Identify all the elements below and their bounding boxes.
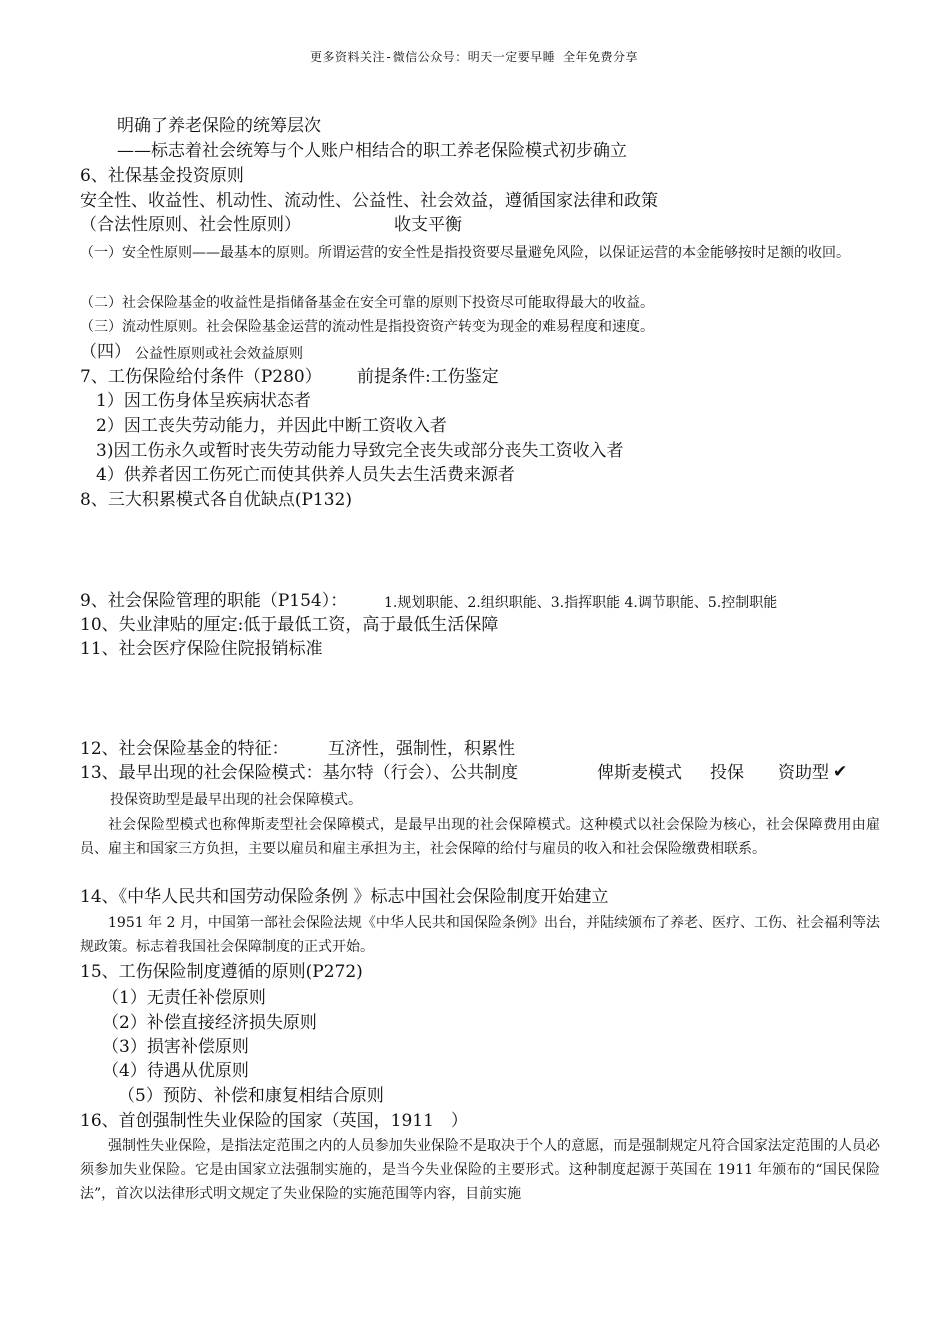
check-mark-icon: ✔ — [833, 762, 848, 782]
list-item: （4）待遇从优原则 — [102, 1061, 249, 1081]
list-item: 4）供养者因工伤死亡而使其供养人员失去生活费来源者 — [96, 465, 515, 485]
text-line: 1.规划职能、2.组织职能、3.指挥职能 4.调节职能、5.控制职能 — [384, 595, 778, 611]
section-heading: 9、社会保险管理的职能（P154）： — [80, 591, 348, 611]
text-line: 俾斯麦模式 — [597, 763, 682, 783]
section-heading: 11、社会医疗保险住院报销标准 — [80, 639, 323, 659]
text-line: ——标志着社会统筹与个人账户相结合的职工养老保险模式初步确立 — [117, 141, 627, 161]
text-line: 安全性、收益性、机动性、流动性、公益性、社会效益，遵循国家法律和政策 — [80, 191, 658, 211]
text-line: （三）流动性原则。社会保险基金运营的流动性是指投资资产转变为现金的难易程度和速度。 — [80, 319, 654, 335]
text-line: （二）社会保险基金的收益性是指储备基金在安全可靠的原则下投资尽可能取得最大的收益。 — [80, 295, 654, 311]
text-line: 明确了养老保险的统筹层次 — [117, 116, 321, 136]
paragraph: 社会保险型模式也称俾斯麦型社会保障模式，是最早出现的社会保障模式。这种模式以社会保险为核心，社会保障费用由雇员、雇主和国家三方负担，主要以雇员和雇主承担为主，社会保障的给付与雇员的收入和社会保险缴费相联系。 — [80, 817, 880, 857]
text-line: 投保资助型是最早出现的社会保障模式。 — [110, 792, 362, 808]
paragraph: （一）安全性原则——最基本的原则。所谓运营的安全性是指投资要尽量避免风险，以保证运营的本金能够按时足额的收回。 — [80, 245, 850, 261]
section-heading: 10、失业津贴的厘定:低于最低工资，高于最低生活保障 — [80, 615, 499, 635]
text-line: （四） — [80, 342, 131, 362]
text-line: 公益性原则或社会效益原则 — [135, 346, 303, 362]
list-item: （3）损害补偿原则 — [102, 1037, 249, 1057]
text-line: （合法性原则、社会性原则） — [80, 215, 301, 235]
list-item: （1）无责任补偿原则 — [102, 988, 266, 1008]
list-item: 2）因工丧失劳动能力，并因此中断工资收入者 — [96, 416, 447, 436]
section-heading: 6、社保基金投资原则 — [80, 166, 244, 186]
list-item: 3)因工伤永久或暂时丧失劳动能力导致完全丧失或部分丧失工资收入者 — [96, 441, 624, 461]
text-line: 投保 — [710, 763, 744, 783]
section-heading: 13、最早出现的社会保险模式：基尔特（行会）、公共制度 — [80, 763, 519, 783]
list-item: 1）因工伤身体呈疾病状态者 — [96, 391, 311, 411]
section-heading: 14、《中华人民共和国劳动保险条例 》标志中国社会保险制度开始建立 — [80, 887, 609, 907]
text-line: 收支平衡 — [394, 215, 462, 235]
text-line: 互济性，强制性，积累性 — [328, 739, 515, 759]
section-heading: 7、工伤保险给付条件（P280） — [80, 367, 322, 387]
section-heading: 12、社会保险基金的特征： — [80, 739, 289, 759]
list-item: （2）补偿直接经济损失原则 — [102, 1013, 317, 1033]
list-item: （5）预防、补偿和康复相结合原则 — [118, 1086, 384, 1106]
text-line: 前提条件:工伤鉴定 — [357, 367, 499, 387]
paragraph: 1951 年 2 月，中国第一部社会保险法规《中华人民共和国保险条例》出台，并陆续颁布了养老、医疗、工伤、社会福利等法规政策。标志着我国社会保障制度的正式开始。 — [80, 915, 880, 955]
text-line: 资助型 — [778, 763, 829, 783]
section-heading: 16、首创强制性失业保险的国家（英国，1911 ） — [80, 1111, 468, 1131]
page-header: 更多资料关注-微信公众号：明天一定要早睡 全年免费分享 — [310, 50, 638, 64]
section-heading: 15、工伤保险制度遵循的原则(P272) — [80, 962, 363, 982]
section-heading: 8、三大积累模式各自优缺点(P132) — [80, 490, 352, 510]
paragraph: 强制性失业保险，是指法定范围之内的人员参加失业保险不是取决于个人的意愿，而是强制规定凡符合国家法定范围的人员必须参加失业保险。它是由国家立法强制实施的，是当今失业保险的主要形式。这种制度起源于英国在 1911 年颁布的“国民保险法”，首次以法律形式明文规定了失业保险的实施范围等内容，目前实施 — [80, 1138, 880, 1202]
